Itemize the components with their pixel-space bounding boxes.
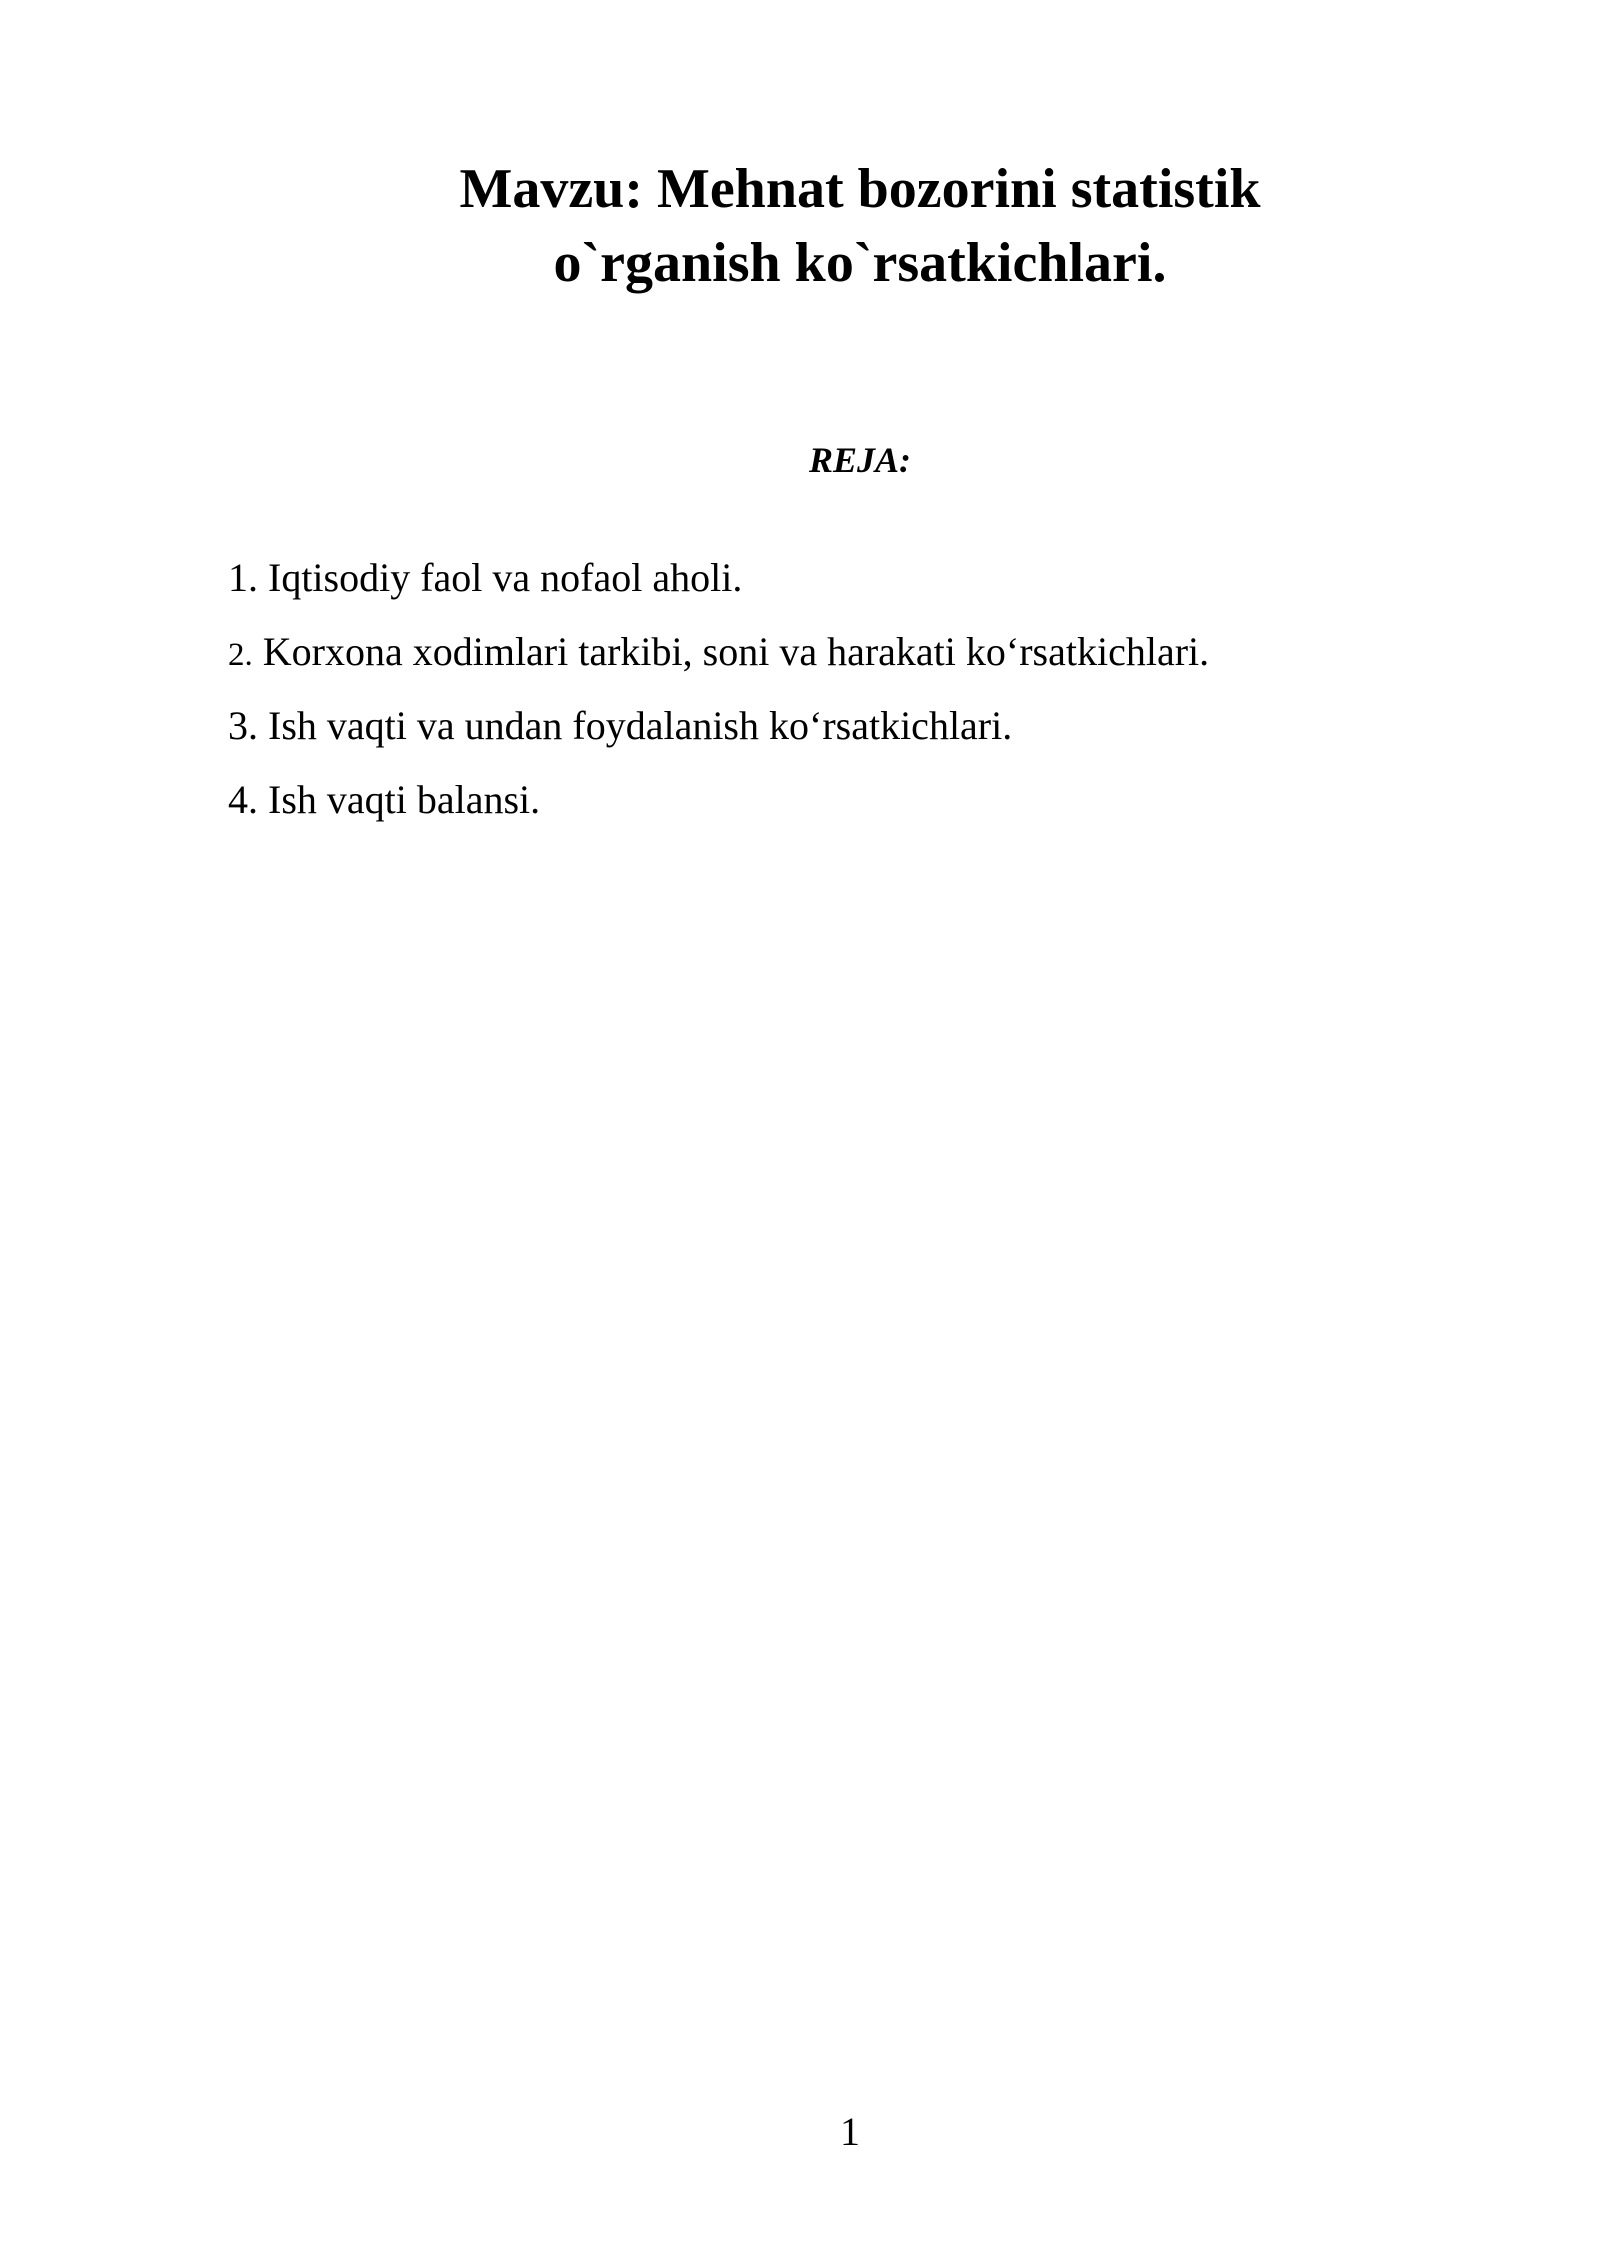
plan-item-1: [228, 554, 1428, 602]
plan-item-text: Korxona xodimlari tarkibi, soni va harakati ko‘rsatkichlari.: [262, 629, 1210, 674]
plan-item-number: 1.: [228, 555, 258, 600]
plan-item-text: Iqtisodiy faol va nofaol aholi.: [268, 555, 743, 600]
plan-item-text: Ish vaqti va undan foydalanish ko‘rsatkichlari.: [268, 703, 1013, 748]
plan-item-3: [228, 702, 1428, 750]
plan-item-number: 2.: [228, 637, 253, 673]
plan-item-4: [228, 776, 1428, 824]
plan-list: [228, 554, 1428, 850]
page-number: 1: [840, 2109, 860, 2154]
plan-item-2: [228, 628, 1428, 676]
plan-item-number: 4.: [228, 777, 258, 822]
page-title: [350, 152, 1370, 300]
plan-heading: REJA:: [808, 440, 912, 480]
plan-item-text: Ish vaqti balansi.: [268, 777, 541, 822]
plan-item-number: 3.: [228, 703, 258, 748]
title-line-2: o`rganish ko`rsatkichlari.: [553, 232, 1167, 294]
title-line-1: Mavzu: Mehnat bozorini statistik: [459, 158, 1261, 220]
